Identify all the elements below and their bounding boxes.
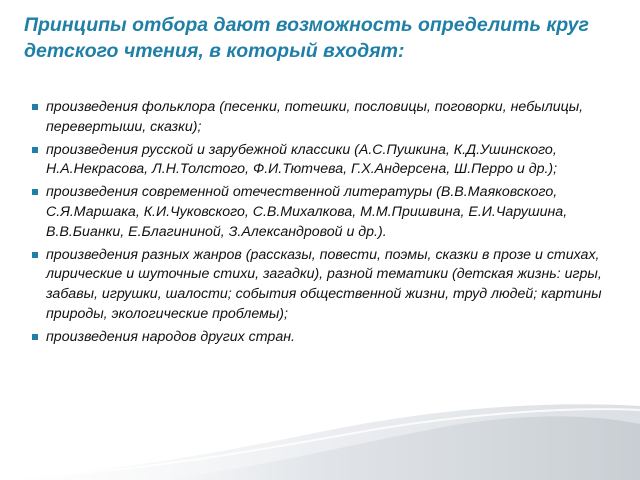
bullet-item	[32, 246, 612, 325]
slide-title: Принципы отбора дают возможность определить круг детского чтения, в который входят:	[24, 14, 589, 62]
bullet-item	[32, 183, 612, 242]
bullet-item	[32, 98, 612, 138]
square-bullet-icon	[32, 104, 38, 110]
square-bullet-icon	[32, 147, 38, 153]
bullet-text: произведения разных жанров (рассказы, повести, поэмы, сказки в прозе и стихах, лирические и шуточные стихи, загадки), разной тематики (детская жизнь: игры, забавы, игрушки, шалости; события общественной жизни, труд людей; картины природы, экологические проблемы);	[46, 246, 602, 322]
bullet-text: произведения фольклора (песенки, потешки, пословицы, поговорки, небылицы, перевертыши, сказки);	[46, 99, 584, 135]
bullet-text: произведения русской и зарубежной классики (А.С.Пушкина, К.Д.Ушинского, Н.А.Некрасова, Л.Н.Толстого, Ф.И.Тютчева, Г.Х.Андерсена, Ш.Перро и др.);	[46, 141, 558, 178]
square-bullet-icon	[32, 334, 38, 340]
bullet-list	[32, 98, 612, 351]
decorative-wave	[0, 360, 640, 480]
bullet-item	[32, 328, 612, 348]
square-bullet-icon	[32, 189, 38, 195]
square-bullet-icon	[32, 252, 38, 258]
bullet-text: произведения современной отечественной литературы (В.В.Маяковского, С.Я.Маршака, К.И.Чуковского, С.В.Михалкова, М.М.Пришвина, Е.И.Чарушина, В.В.Бианки, Е.Благининой, З.Александровой и др.).	[46, 184, 568, 240]
bullet-item	[32, 141, 612, 181]
bullet-text: произведения народов других стран.	[46, 328, 295, 345]
